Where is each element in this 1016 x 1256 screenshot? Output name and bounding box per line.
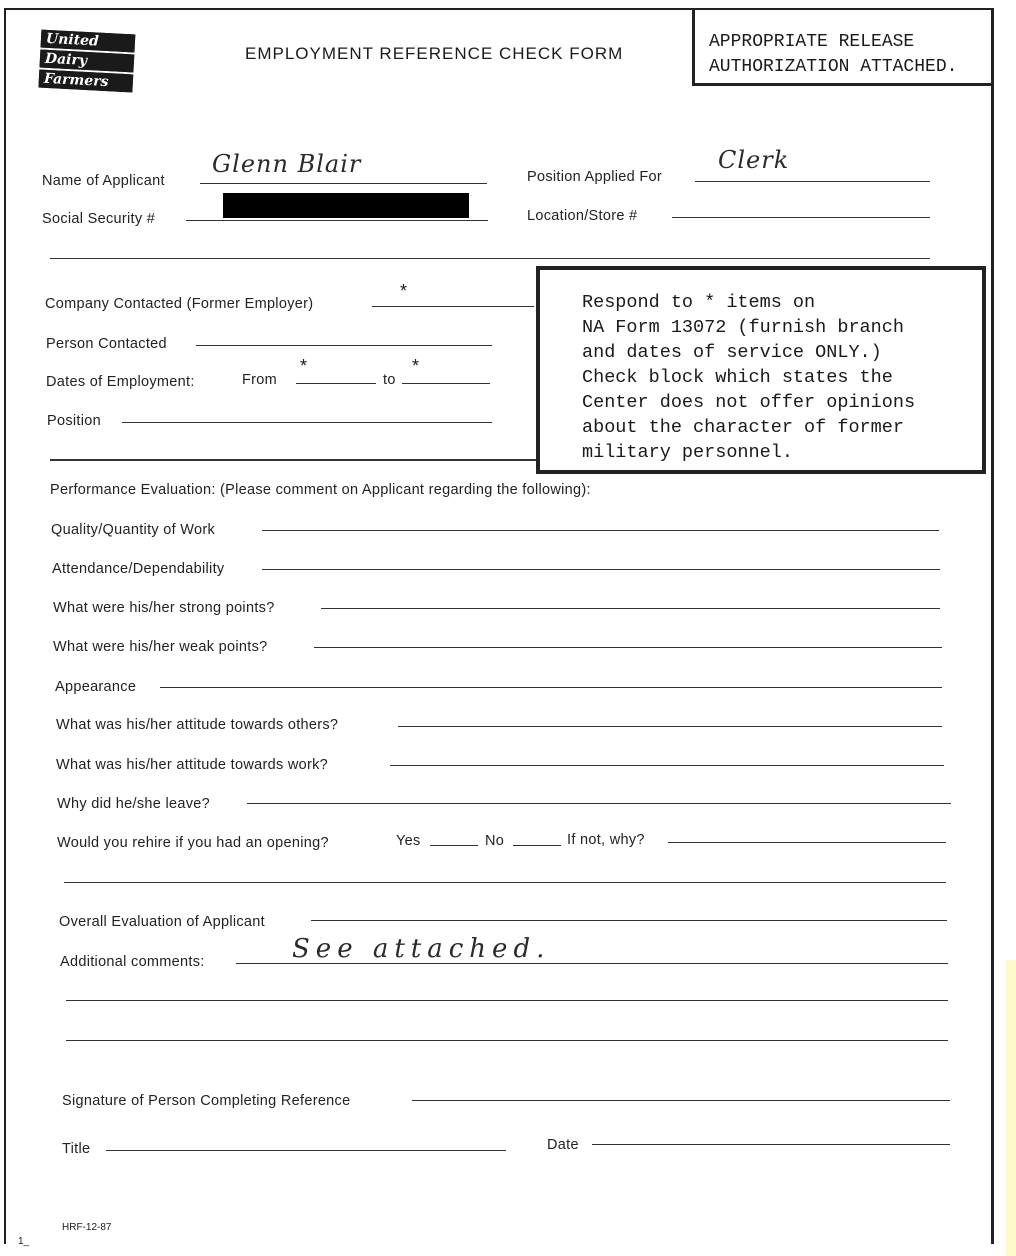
weak-points-field[interactable] — [314, 647, 942, 648]
why-leave-label: Why did he/she leave? — [57, 796, 210, 812]
why-leave-field[interactable] — [247, 803, 951, 804]
ssn-redaction — [223, 193, 469, 218]
rehire-no-field[interactable] — [513, 845, 561, 846]
if-not-why-label: If not, why? — [567, 832, 645, 848]
position-applied-field[interactable] — [695, 181, 930, 182]
release-authorization-stamp: APPROPRIATE RELEASE AUTHORIZATION ATTACHED. — [692, 10, 994, 86]
position-field[interactable] — [122, 422, 492, 423]
appearance-field[interactable] — [160, 687, 942, 688]
attendance-field[interactable] — [262, 569, 940, 570]
to-label: to — [383, 372, 396, 388]
name-field[interactable] — [200, 183, 487, 184]
margin-mark: 1_ — [18, 1236, 30, 1247]
if-not-why-field-continued[interactable] — [64, 882, 946, 883]
quality-label: Quality/Quantity of Work — [51, 522, 216, 538]
appearance-label: Appearance — [55, 679, 137, 695]
rehire-yes-field[interactable] — [430, 845, 478, 846]
logo-line-2: Dairy — [39, 50, 134, 73]
date-field[interactable] — [592, 1144, 950, 1145]
overall-evaluation-field[interactable] — [311, 920, 947, 921]
additional-comments-value: See attached. — [292, 934, 551, 964]
attendance-label: Attendance/Dependability — [52, 561, 225, 577]
to-asterisk: * — [412, 356, 420, 376]
rehire-yes-label: Yes — [396, 833, 421, 849]
strong-points-label: What were his/her strong points? — [53, 600, 275, 616]
from-label: From — [242, 372, 278, 388]
attitude-others-label: What was his/her attitude towards others? — [56, 717, 339, 733]
position-applied-value: Clerk — [718, 146, 790, 174]
form-title: EMPLOYMENT REFERENCE CHECK FORM — [245, 44, 624, 63]
instruction-note-box: Respond to * items on NA Form 13072 (furnish branch and dates of service ONLY.) Check block which states the Center does not offer opinions about the character of former military personnel. — [536, 266, 986, 474]
person-contacted-field[interactable] — [196, 345, 492, 346]
location-field[interactable] — [672, 217, 930, 218]
position-applied-label: Position Applied For — [527, 169, 662, 185]
company-asterisk: * — [400, 281, 408, 301]
from-date-field[interactable] — [296, 383, 376, 384]
strong-points-field[interactable] — [321, 608, 940, 609]
quality-field[interactable] — [262, 530, 939, 531]
to-date-field[interactable] — [402, 383, 490, 384]
dates-employment-label: Dates of Employment: — [46, 374, 195, 390]
company-contacted-field[interactable] — [372, 306, 534, 307]
title-label: Title — [62, 1141, 91, 1157]
scan-edge-strip — [1006, 960, 1016, 1256]
ssn-label: Social Security # — [42, 211, 156, 227]
logo-line-1: United — [41, 30, 136, 53]
from-asterisk: * — [300, 356, 308, 376]
attitude-work-label: What was his/her attitude towards work? — [56, 757, 329, 773]
title-field[interactable] — [106, 1150, 506, 1151]
signature-field[interactable] — [412, 1100, 950, 1101]
name-label: Name of Applicant — [42, 173, 165, 189]
rehire-label: Would you rehire if you had an opening? — [57, 835, 329, 851]
location-label: Location/Store # — [527, 208, 638, 224]
if-not-why-field[interactable] — [668, 842, 946, 843]
additional-comments-line-2[interactable] — [66, 1000, 948, 1001]
attitude-others-field[interactable] — [398, 726, 942, 727]
weak-points-label: What were his/her weak points? — [53, 639, 268, 655]
additional-comments-line-3[interactable] — [66, 1040, 948, 1041]
company-contacted-label: Company Contacted (Former Employer) — [45, 296, 314, 312]
evaluation-heading: Performance Evaluation: (Please comment on Applicant regarding the following): — [50, 482, 591, 498]
employer-section-rule — [50, 459, 540, 461]
ssn-field[interactable] — [186, 220, 488, 221]
position-label: Position — [47, 413, 101, 429]
attitude-work-field[interactable] — [390, 765, 944, 766]
overall-evaluation-label: Overall Evaluation of Applicant — [59, 914, 265, 930]
signature-label: Signature of Person Completing Reference — [62, 1093, 351, 1109]
additional-comments-label: Additional comments: — [60, 954, 205, 970]
section-divider — [50, 258, 930, 259]
logo-line-3: Farmers — [38, 70, 133, 93]
rehire-no-label: No — [485, 833, 505, 849]
company-logo — [39, 30, 136, 89]
person-contacted-label: Person Contacted — [46, 336, 167, 352]
form-code: HRF-12-87 — [62, 1222, 112, 1233]
page-border — [4, 8, 994, 1244]
name-value: Glenn Blair — [212, 150, 362, 178]
date-label: Date — [547, 1137, 579, 1153]
